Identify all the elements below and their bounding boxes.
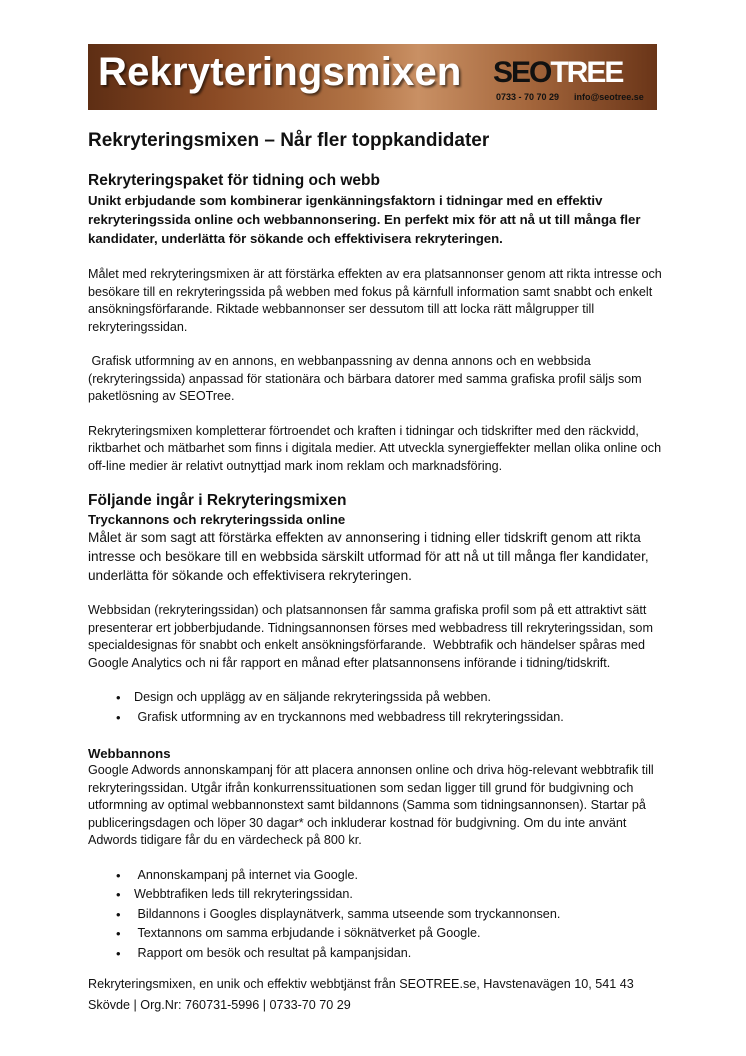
page-title: Rekryteringsmixen – Når fler toppkandidater <box>88 130 490 151</box>
list-item: • Webbtrafiken leds till rekryteringssidan. <box>116 885 663 905</box>
footer-contact: Rekryteringsmixen, en unik och effektiv webbtjänst från SEOTREE.se, Havstenavägen 10, 541 43 Skövde | Org.Nr: 760731-5996 | 0733-70 70 29 <box>88 977 634 1012</box>
subheading-print-ad: Tryckannons och rekryteringssida online <box>88 512 346 527</box>
banner-title: Rekryteringsmixen <box>98 50 462 94</box>
list-item: • Bildannons i Googles displaynätverk, samma utseende som tryckannonsen. <box>116 905 663 925</box>
list-item: • Design och upplägg av en säljande rekryteringssida på webben. <box>116 688 663 708</box>
bullet-list-print <box>88 688 663 727</box>
paragraph-website: Webbsidan (rekryteringssidan) och platsannonsen får samma grafiska profil som på ett attraktivt sätt presenterar ert jobberbjudande. Tidningsannonsen förses med webbadress till rekryteringssidan, som specialdesignas för snabbt och enkelt ansökningsförfarande. Webbtrafik och händelser spåras med Google Analytics och ni får rapport en månad efter platsannonsens införande i tidning/tidskrift. <box>88 603 657 670</box>
paragraph-complement: Rekryteringsmixen kompletterar förtroendet och kraften i tidningar och tidskrifter med den räckvidd, riktbarhet och mätbarhet som finns i digitala medier. Att utveckla synergieffekter mellan olika online och off-line medier är relativt outnyttjad mark inom reklam och marknadsföring. <box>88 423 662 473</box>
paragraph-print-goal: Målet är som sagt att förstärka effekten av annonsering i tidning eller tidskrift genom att rikta intresse och besökare till en webbsida särskilt utformad för att nå ut till många fler kandidater, underlätta för sökande och effektivisera rekryteringen. <box>88 530 649 583</box>
header-banner <box>88 44 657 110</box>
logo-phone: 0733 - 70 70 29 <box>496 92 560 102</box>
section-title-package: Rekryteringspaket för tidning och webb <box>88 172 380 189</box>
logo-seo-text: SEO <box>493 56 551 89</box>
bullet-list-web <box>88 866 663 964</box>
paragraph-goal: Målet med rekryteringsmixen är att förstärka effekten av era platsannonser genom att rikta intresse och besökare till en rekryteringssida på webben med fokus på kärnfull information samt snabbt och enkelt ansökningsförfarande. Riktade webbannonser ser dessutom till att locka rätt målgrupper till rekryteringssidan. <box>88 267 662 334</box>
list-item: • Annonskampanj på internet via Google. <box>116 866 663 886</box>
paragraph-graphic-design: Grafisk utformning av en annons, en webbanpassning av denna annons och en webbsida (rekryteringssida) anpassad för stationära och bärbara datorer med samma grafiska profil säljs som paketlösning av SEOTree. <box>88 354 646 403</box>
lead-paragraph: Unikt erbjudande som kombinerar igenkänningsfaktorn i tidningar med en effektiv rekryteringssida online och webbannonsering. En perfekt mix för att nå ut till många fler kandidater, underlätta för sökande och effektivisera rekryteringen. <box>88 193 641 246</box>
logo-tree-text: TREE <box>550 56 623 89</box>
list-item: • Rapport om besök och resultat på kampanjsidan. <box>116 944 663 964</box>
paragraph-adwords: Google Adwords annonskampanj för att placera annonsen online och driva hög-relevant webbtrafik till rekryteringssidan. Utgår ifrån konkurrenssituationen som sedan ligger till grund för budgivning och utformning av optimal webbannonstext samt bildannons (Samma som tidningsannonsen). Startar på publiceringsdagen och löper 30 dagar* och inkluderar kostnad för budgivning. Om du inte använt Adwords tidigare får du en värdecheck på 800 kr. <box>88 763 654 847</box>
list-item: • Textannons om samma erbjudande i söknätverket på Google. <box>116 924 663 944</box>
list-item: • Grafisk utformning av en tryckannons med webbadress till rekryteringssidan. <box>116 708 663 728</box>
logo-email: info@seotree.se <box>574 92 644 102</box>
section-title-included: Följande ingår i Rekryteringsmixen <box>88 492 347 509</box>
document-body <box>88 126 663 1016</box>
seotree-logo <box>493 58 622 88</box>
subheading-web-ad: Webbannons <box>88 746 171 761</box>
